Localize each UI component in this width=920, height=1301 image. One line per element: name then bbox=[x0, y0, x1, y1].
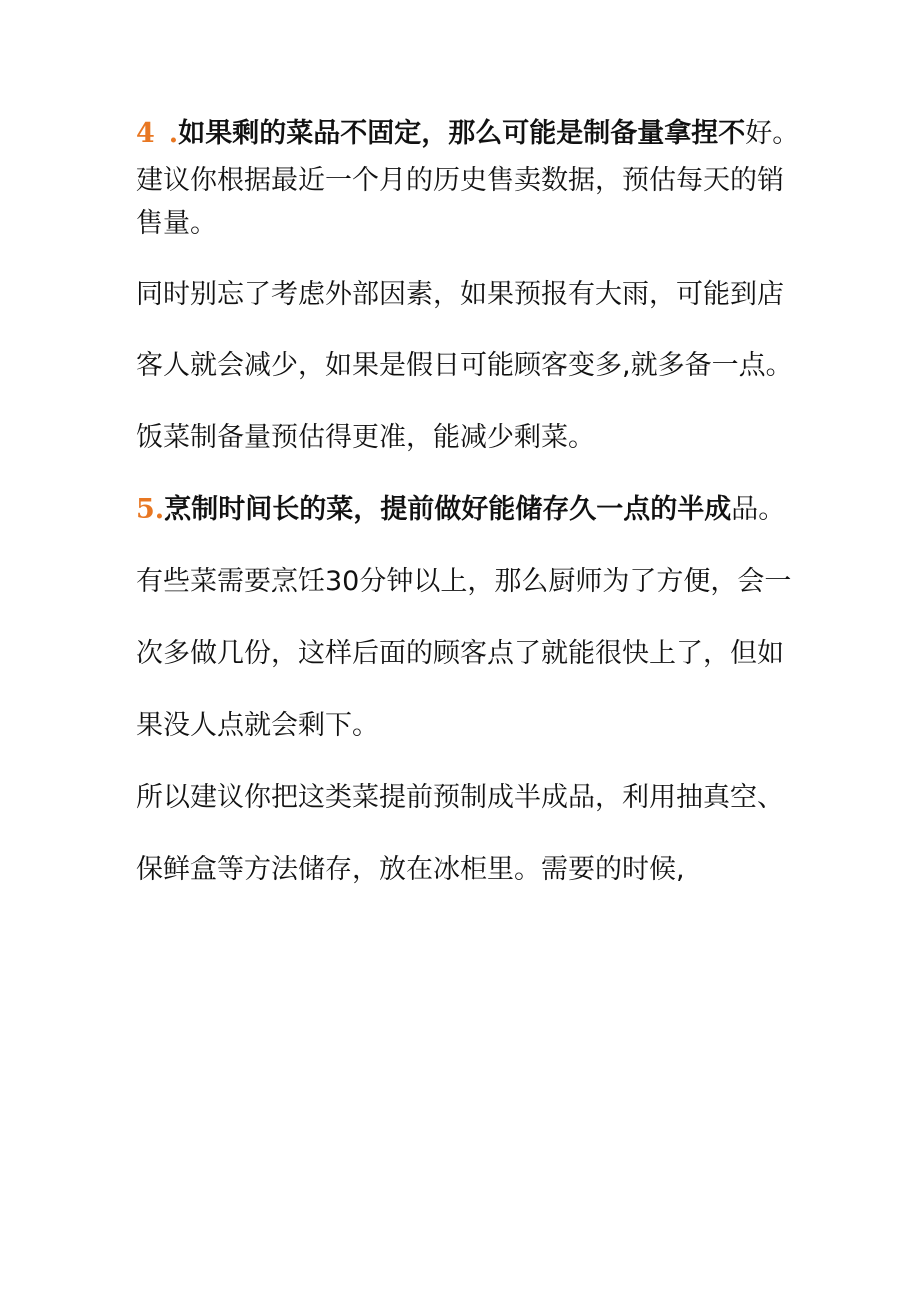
section-5-line-3: 果没人点就会剩下。 bbox=[136, 710, 379, 741]
section-5-line-5: 保鲜盒等方法储存，放在冰柜里。需要的时候, bbox=[136, 854, 685, 885]
section-4-heading bbox=[136, 116, 800, 152]
section-4-line-3: 同时别忘了考虑外部因素，如果预报有大雨，可能到店 bbox=[136, 279, 784, 310]
section-4-line-5: 饭菜制备量预估得更准，能减少剩菜。 bbox=[136, 422, 595, 453]
section-5-line-1: 有些菜需要烹饪30分钟以上，那么厨师为了方便，会一 bbox=[136, 566, 792, 597]
section-4-heading-tail: 好。 bbox=[745, 118, 800, 149]
section-4-line-1: 建议你根据最近一个月的历史售卖数据，预估每天的销 bbox=[136, 165, 784, 196]
section-5-line-4: 所以建议你把这类菜提前预制成半成品，利用抽真空、 bbox=[136, 782, 784, 813]
section-5-line-2: 次多做几份，这样后面的顾客点了就能很快上了，但如 bbox=[136, 638, 784, 669]
section-5-heading bbox=[136, 492, 796, 528]
section-4-dot: . bbox=[168, 118, 179, 149]
section-4-number: 4 bbox=[136, 118, 155, 149]
section-4-heading-text: 如果剩的菜品不固定，那么可能是制备量拿捏不 bbox=[178, 118, 746, 149]
section-5-dot: . bbox=[154, 494, 165, 525]
section-5-number: 5 bbox=[136, 494, 155, 525]
section-4-line-4: 客人就会减少，如果是假日可能顾客变多,就多备一点。 bbox=[136, 350, 793, 381]
section-5-heading-text: 烹制时间长的菜，提前做好能储存久一点的半成 bbox=[164, 494, 732, 525]
section-5-heading-tail: 品。 bbox=[731, 494, 786, 525]
section-4-line-2: 售量。 bbox=[136, 208, 217, 239]
